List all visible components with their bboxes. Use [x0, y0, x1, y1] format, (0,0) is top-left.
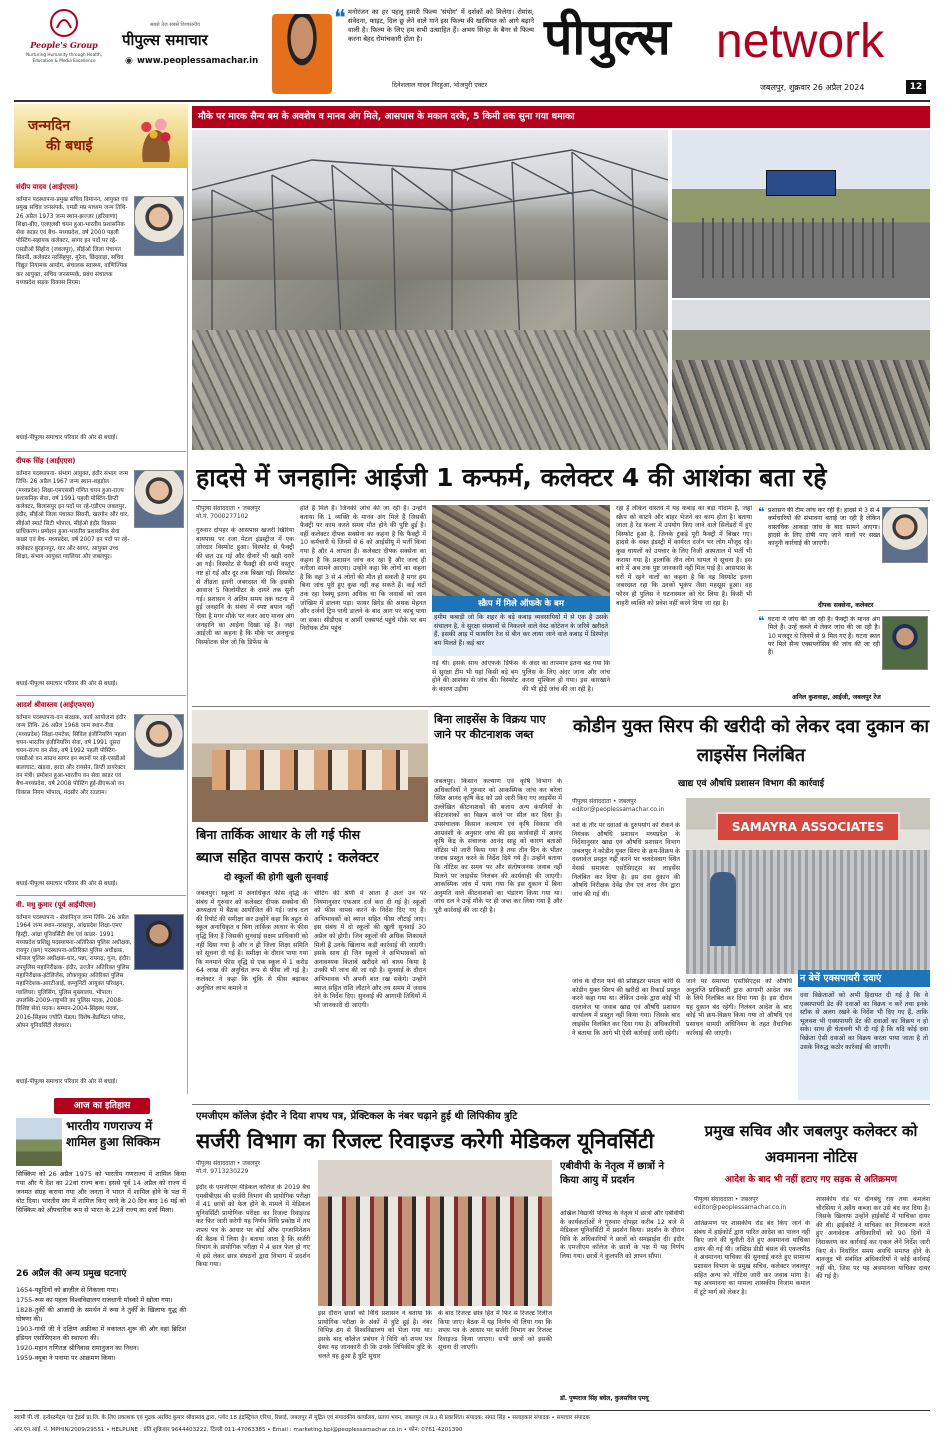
pesticide-body: जबलपुर। किसान कल्याण एवं कृषि विभाग के अधिकारियों ने गुरुवार को आकस्मिक जांच कर बरेला स्थित आनंद कृषि केंद्र को उसे जारी किए गए लाइसेंस में उल्लेखित कीटनाशकों की बजाय अन्य कंपनियों के कीटनाशकों का विक्रय करने पर सील कर दिया है। उपसंचालक किसान कल्याण एवं कृषि विकास रवि आम्रवंशी के अनुसार जांच की इस कार्यवाही में आनंद कृषि केंद्र के संचालक आनंद साहू को कारण बताओ नोटिस भी जारी किया गया है तथा तीन दिन के भीतर जवाब प्रस्तुत करने के निर्देश दिये गये हैं। उन्होंने बताया कि नोटिस का समय पर और संतोषजनक जवाब नहीं मिलने पर लाइसेंस निलंबन की कार्यवाही की जाएगी। आकस्मिक जांच में पाया गया कि इस दुकान में बिना अनुमति वाले कीटनाशकों का भंडारण किया गया था। जांच दल ने उन्हें मौके पर ही जब्त कर लिया गया है और पूरी कार्रवाई की जा रही है।	[434, 778, 562, 914]
film-quote-text: मनोरंजन का हर पहलू हमारी फिल्म 'संयोग' में दर्शकों को मिलेगा। रोमांस, संवेदना, फाइट, दिल छू लेने वाले गाने इस फिल्म की खासियत को आगे बढ़ाने वाली है। फिल्म के लिए हम सभी उत्साहित हैं। अभय सिन्हा के बैनर से फिल्म करना बेहद रोमांचकारी होता है।	[348, 8, 534, 43]
expiry-box-title: न बेचें एक्सपायरी दवाएं	[798, 970, 930, 987]
person-name: वी. मधु कुमार (पूर्व आईपीएस)	[16, 901, 97, 909]
flower-basket-icon	[132, 112, 180, 162]
birthday-person-4	[16, 900, 186, 1094]
collector-quote-text: प्रशासन की टीम जांच कर रही है। हादसे में 3 से 4 कर्मचारियों की संभावना बताई जा रही है लेकिन वास्तविक आकड़ा जांच के बाद सामने आएगा। हादसे के लिए दोषी पाए जाने वालों पर सख्त कानूनी कार्रवाई की जाएगी।	[768, 507, 880, 548]
website-link[interactable]: www.peoplessamachar.in	[137, 56, 259, 66]
byline-location: जबलपुर	[618, 798, 637, 805]
actor-photo	[272, 14, 332, 94]
abvp-box-text: अखिल विद्यार्थी परिषद के नेतृत्व में छात्रों और एबीवीपी के कार्यकर्ताओं ने गुरुवार दोपहर करीब 12 बजे से मेडिकल यूनिवर्सिटी में प्रदर्शन किया। प्रदर्शन के दौरान विवि के अधिकारियों ने छात्रों को समझाईश दी। इंदौर के एमजीएम कॉलेज के छात्रों के पक्ष में यह निर्णय लिया गया। छात्रों ने कुलपति को ज्ञापन सौंपा।	[560, 1210, 684, 1260]
history-events-list	[16, 1286, 186, 1424]
birthday-heading-top: जन्मदिन	[28, 118, 71, 134]
cough-column-3: जाने पर समायरा एसोसिएट्स को औषधि अनुज्ञप्ति प्राधिकारी द्वारा आगामी आदेश तक के लिये निलंबित कर दिया गया है। इस दौरान यह दुकान बंद रहेगी। निलंबन आदेश के बाद कोई भी क्रय-विक्रय किया गया तो औषधि एवं प्रसाधन सामग्री अधिनियम के तहत वैधानिक कार्रवाई की जाएगी।	[686, 978, 792, 1037]
history-image	[16, 1118, 62, 1166]
group-emblem-icon	[49, 8, 79, 38]
byline-mobile: मो.नं. 7000277102	[196, 513, 249, 520]
collector-photo	[882, 507, 928, 563]
quote-icon: ❝	[758, 505, 765, 519]
expiry-box-text: दवा विक्रेताओं को अभी हिदायत दी गई है कि वे एक्सपायरी डेट की दवाओं का विक्रय न करें तथा इनके स्टॉक से अलग रखने के निर्देश भी दिए गए हैं, ताकि भूलवश भी एक्सपायरी डेट की दवाओं का विक्रय न हो सके। साथ ही चेतावनी भी दी गई है कि यदि कोई दवा विक्रेता ऐसी दवाओं का विक्रय करता पाया जाता है तो उसके विरुद्ध कठोर कार्रवाई की जाएगी।	[798, 990, 930, 1100]
cough-headline: कोडीन युक्त सिरप की खरीदी को लेकर दवा दुकान का लाइसेंस निलंबित	[572, 716, 929, 766]
lead-column-4b: के अंदर का तापमान इतना बढ़ गया कि पुलिस के लिए अंदर जाना और जांच करना मुश्किल हो गया। इस कारखाने की भी होड़ें जांच की जा रही है।	[522, 660, 610, 693]
person-wish: बधाई-पीपुल्स समाचार परिवार की ओर से बधाई।	[16, 881, 118, 887]
inset-text: हमीम कबाड़ी जो कि शहर के बड़े कबाड़ व्यवसायियों में से एक है उसके संचालन है, वे सुरक्षा संस्थानों से निकलने वाले वेस्ट कोटेशन के जरिये खरीदते हैं, इसकी आड़ में फायरिंग रेंज से बीन कर लाया जाने वाले कबाड़ में डिस्पोज़ बम मिलते हैं। कई बार	[432, 612, 610, 656]
medical-column-2: इस दौरान छात्रों को विधि प्रशासन ने बताया कि प्रायोगिक परीक्षा के अंकों में त्रुटि हुई है। नंबर विभिन्न ढंग से विश्वविद्यालय को भेजा गया था। इसके बाद कॉलेज प्रबंधन ने विधि को शपथ पत्र देकर यह जानकारी दी कि उनके लिपिकीय त्रुटि के चलते यह हुआ है त्रुटि सुधार	[318, 1310, 432, 1360]
medical-byline: पीपुल्स संवाददाता • जबलपुर मो.नं. 9713230229	[196, 1160, 261, 1175]
factory-sign-photo	[672, 130, 930, 298]
contempt-headline: प्रमुख सचिव और जबलपुर कलेक्टर को अवमानना नोटिस	[704, 1122, 918, 1166]
quote-mark-icon: ❝	[334, 6, 346, 31]
history-body: सिक्किम को 26 अप्रैल 1975 को भारतीय गणराज्य में शामिल किया गया और ये देश का 22वां राज्य बना। इससे पूर्व 14 अप्रैल को राज्य में जनमत संग्रह कराया गया और जनता ने भारत में शामिल होने के पक्ष में वोट दिया। भारतीय संघ में शामिल किए जाने के 20 दिन बाद 16 मई को सिक्किम को औपचारिक रूप से भारत के 22वें राज्य का दर्जा मिला।	[16, 1170, 186, 1214]
birthday-person-1	[16, 182, 186, 452]
cough-column-2: जांच के दौरान फर्म की प्रोप्राइटर ममता कोरी से कोडीन युक्त सिरप की खरीदी का रिकार्ड प्रस्तुत करने कहा गया था। लेकिन उनके द्वारा कोई भी दस्तावेज या जवाब खाद्य एवं औषधि प्रशासन कार्यालय में प्रस्तुत नहीं किया गया। जिसके बाद लाइसेंस निलंबित कर दिया गया है। अधिकारियों ने बताया कि आगे भी ऐसी कार्रवाई जारी रहेगी।	[572, 978, 680, 1037]
brand-english: network	[716, 15, 885, 68]
fees-subhead: ब्याज सहित वापस कराएं : कलेक्टर	[196, 850, 379, 866]
cough-column-1: नशे के तौर पर दवाओं के दुरुपयोग को रोकने के नियंत्रक औषधि प्रशासन मध्यप्रदेश के निर्देशानुसार खाद्य एवं औषधि प्रशासन विभाग जबलपुर ने कोडीन युक्त सिरप के क्रय-विक्रय के दस्तावेज प्रस्तुत नहीं करने पर चलदेवबाग स्थित मेसर्स समायरा एसोसिएट्स का लाइसेंस निलंबित कर दिया है। इस दवा दुकान की औषधि निरीक्षक देवेंद्र जैन एवं शरद जैन द्वारा जांच की गई थी।	[572, 822, 680, 898]
medical-kicker: एमजीएम कॉलेज इंदौर ने दिया शपथ पत्र, प्रेक्टिकल के नंबर चढ़ाने हुई थी लिपिकीय त्रुटि	[196, 1111, 518, 1122]
byline-email[interactable]: editor@peoplessamachar.co.in	[572, 806, 665, 813]
lead-column-2: होते हैं मिले हैं। जिनकी जांच की जा रही है। उन्होंने बताया कि 1 व्यक्ति के मानव अंग मिले हैं जिसकी फैक्ट्री पर काम करते समय मौत होने की पुष्टि हुई है। वहीं कलेक्टर दीपक सक्सेना का कहना है कि फैक्ट्री में 10 कर्मचारी थे जिनमें से 6 को आईसीयू में भर्ती किया गया है और 4 लापता हैं। कलेक्टर दीपक सक्सेना का कहना है कि प्रशासन जांच कर रहा है और जल्द ही नतीजा सामने आएगा। उन्होंने कहा कि लोगों का कहना है कि वहां 3 से 4 लोगों की मौत हो सकती है मगर हम बिना जांच पूरी हुए कुछ नहीं कह सकते हैं। कई घंटों तक रहा रेस्क्यू इतना अधिक था कि जवाबों को जान जोखिम में डालना पड़ा। फायर ब्रिगेड की अथक मेहनत और दर्जनों ट्रिप पानी डालने के बाद आग पर काबू पाया जा सका। सीडीएस व आर्मी एक्सपर्ट पहुंचे मौके पर बम निरोधक टीम पहुंच	[300, 505, 426, 633]
medical-headline: सर्जरी विभाग का रिजल्ट रिवाइज्ड करेगी मेडिकल यूनिवर्सिटी	[196, 1129, 654, 1153]
shop-photo	[686, 798, 930, 974]
fees-headline: बिना तार्किक आधार के ली गई फीस	[196, 827, 361, 842]
lead-banner: मौके पर मारक सैन्य बम के अवशेष व मानव अंग मिले, आसपास के मकान दरके, 5 किमी तक सुना गया धमाका	[192, 106, 930, 128]
birthday-header	[14, 104, 188, 168]
rubble-photo	[672, 300, 930, 450]
section-rule-1	[192, 706, 930, 707]
ig-quote-author: अनिल कुशवाहा, आईजी, जबलपुर रेंज	[792, 694, 881, 701]
history-event: 1755-रूस का पहला विश्वविद्यालय राजधानी मॉस्को में खोला गया।	[16, 1296, 173, 1304]
page-number: 12	[906, 80, 926, 94]
fees-subhead-2: दो स्कूलों की होगी खुली सुनवाई	[224, 873, 329, 883]
person-photo	[134, 470, 184, 528]
peoples-group-logo	[26, 8, 102, 88]
ig-photo	[882, 616, 928, 670]
lead-headline: हादसे में जनहानिः आईजी 1 कन्फर्म, कलेक्टर 4 की आशंका बता रहे	[196, 463, 827, 492]
history-event: 1828-तुर्की की आजादी के समर्थन में रूस ने तुर्की के खिलाफ युद्ध की घोषणा की।	[16, 1306, 186, 1323]
byline-name: पीपुल्स संवाददाता	[572, 798, 611, 805]
students-photo	[318, 1160, 552, 1306]
person-wish: बधाई-पीपुल्स समाचार परिवार की ओर से बधाई।	[16, 681, 118, 687]
history-event: 1920-महान गणितज्ञ श्रीनिवास रामानुजन का निधन।	[16, 1344, 139, 1352]
person-details: वर्तमान पदस्थापना- संभाग आयुक्त, इंदौर संभाग जन्म तिथि- 26 अप्रैल 1967 जन्म स्थान-शहडोल (मध्यप्रदेश) शिक्षा-एमएससी गणित चयन हुआ-राज्य प्रशासनिक सेवा, वर्ष 1991 पहली पोस्टिंग-डिप्टी कलेक्टर, बिलासपुर इन पदों पर रहे-एडीएम जबलपुर, इंदौर, सीईओ जिला पंचायत सिवनी, खरगोन और धार, सीईओ स्मार्ट सिटी भोपाल, सीईओ इंदौर विकास प्राधिकरण। प्रमोशन हुआ-भारतीय प्रशासनिक सेवा काडर एवं बैच- मध्यप्रदेश, वर्ष 2007 इन पदों पर रहे-कलेक्टर बुरहानपुर, धार और सागर, आयुक्त उच्च शिक्षा, संभाग आयुक्त ग्वालियर और जबलपुर।	[16, 471, 130, 560]
person-wish: बधाई-पीपुल्स समाचार परिवार की ओर से बधाई।	[16, 1079, 118, 1085]
section-rule-2	[192, 1104, 930, 1105]
lead-column-3b: गई थी। इसके साथ ओएफके डिफेंस से सुरक्षा टीम भी यहां किसी बड़े बम होने की आशंका से जांच की। विस्फोट के कारण उड़ीया	[432, 660, 518, 693]
masthead	[0, 0, 945, 102]
contempt-column-2: शासकीय रोड पर दीनबंधु राय तथा कमलेश चौरसिया ने अवैध कब्जा कर उसे बंद कर दिया है। जिसके खिलाफ उन्होंने हाईकोर्ट में याचिका दायर की थी। हाईकोर्ट ने याचिका का निराकरण करते हुए अनावेदक अधिकारियों को 90 दिनों में निराकरण कर कार्रवाई कर एकल लेने निर्देश जारी किए थे। निर्धारित समय अवधि समाप्त होने के बावजूद भी संबंधित अधिकारियों ने कोई कार्रवाई नहीं की, जिस पर यह अवमानना याचिका दायर की गई है।	[816, 1196, 930, 1281]
group-tagline: Nurturing Humanity through Health, Education & Media Excellence	[26, 52, 102, 63]
byline-name: पीपुल्स संवाददाता	[196, 1160, 235, 1167]
shop-sign	[716, 812, 900, 842]
medical-column-3: के बाद रिजल्ट छात्र हित में फिर से रिजल्ट रिलीज किया जाए। बैठक में यह निर्णय भी लिया गया कि शपथ पत्र के आधार पर सर्जरी विभाग का रिजल्ट रिवाइज्ड किया जाएगा। सभी छात्रों को इसकी सूचना दी जाएगी।	[438, 1310, 552, 1352]
film-quote-author: दिनेशलाल यादव निरहुआ, भोजपुरी एक्टर	[392, 81, 488, 89]
fees-column-2: चीटिंग की श्रेणी में आता है अतः उन पर नियमानुसार एफआर दर्ज करा दी गई है। स्कूलों को फीस वापस करने के निर्देश दिए गए हैं। अभिभावकों को ब्याज सहित फीस लौटाई जाए। इस संबंध में दो स्कूलों की खुली सुनवाई 30 अप्रैल को होगी। जिन स्कूलों की अधिक शिकायतें मिली हैं उनके खिलाफ कड़ी कार्रवाई की जाएगी। इसके साथ ही जिन स्कूलों ने अभिभावकों को अनावश्यक किताबें खरीदने को बाध्य किया है उनकी भी जांच की जा रही है। सुनवाई के दौरान अभिभावक भी अपनी बात रख सकेंगे। उन्होंने ब्याज सहित राशि लौटाने और तय समय में जवाब देने के निर्देश दिए। सुनवाई की आगामी तिथियों में भी जानकारी दी जाएगी।	[314, 890, 426, 1009]
ig-quote-text: घटना में जांच की जा रही है। फैक्ट्री के मानव अंग मिले हैं। उन्हें कब्जे में लेकर जांच की जा रही है। 10 मजदूर थे जिनमें से 9 मिल गए हैं। घटना स्थल पर मिले सैन्य एक्सप्लोसिव की जांच की जा रही है।	[768, 616, 880, 657]
history-header: आज का इतिहास	[54, 1098, 150, 1114]
byline-location: जबलपुर	[242, 1160, 261, 1167]
birthday-person-3	[16, 700, 186, 896]
shop-sign-text: SAMAYRA ASSOCIATES	[731, 820, 885, 834]
byline-email[interactable]: editor@peoplessamachar.co.in	[694, 1204, 787, 1211]
collector-quote	[758, 505, 930, 611]
birthday-person-2	[16, 456, 186, 696]
history-events-heading: 26 अप्रैल की अन्य प्रमुख घटनाएं	[16, 1269, 127, 1279]
person-name: आदर्श श्रीवास्तव (आईएफएस)	[16, 701, 95, 709]
person-photo	[134, 914, 184, 970]
person-photo	[134, 714, 184, 770]
samachar-small-line: सबसे तेज़ सबसे विश्वसनीय	[150, 22, 200, 28]
byline-mobile: मो.नं. 9713230229	[196, 1168, 249, 1175]
brand-hindi: पीपुल्स	[544, 8, 671, 66]
lead-headline-rule	[192, 500, 930, 501]
lead-column-5: रहा है लेकिन वास्तव में यह कबाड़ का बड़ा गोदाम है, जहां स्क्रैप को काटने और बाहर भेजने का काम होता है। बताया जाता है रेड कलर में उपयोग किए जाने वाले सिलेंडरों में हुए विस्फोट हुआ है, जिनके टुकड़े पूरी फैक्ट्री में बिखर गए। हादसे के वक्त इंडस्ट्री में कार्यरत दर्जन भर लोग मौजूद रहे। कुछ घायलों को उपचार के लिए निजी अस्पताल में भर्ती भी कराया गया है। हालांकि तीन लोग घायल थे सूचना है। इस बारे में अब तक पुष्ट जानकारी नहीं मिल पाई है। आसपास के घरों में रहने वालों का कहना है कि वह विस्फोट इतना जबरदस्त रहा कि उनको भूकंप जैसा महसूस हुआ। वह फौरन ही पुलिस ने घटनास्थल को घेर लिया है। किसी भी बाहरी व्यक्ति को प्रवेश नहीं करने दिया जा रहा है।	[616, 505, 752, 607]
quote-icon: ❝	[758, 614, 765, 628]
pesticide-headline: बिना लाइसेंस के विक्रय पाए जाने पर कीटनाशक जब्त	[434, 713, 546, 741]
fees-meeting-photo	[192, 710, 428, 822]
person-wish: बधाई-पीपुल्स समाचार परिवार की ओर से बधाई।	[16, 435, 118, 441]
person-details: वर्तमान पदस्थापना-प्रमुख सचिव विमानन, आयुक्त एवं प्रमुख सचिव जनसंपर्क, एमडी मप्र माध्यम जन्म तिथि- 26 अप्रैल 1973 जन्म स्थान-झज्जर (हरियाणा) शिक्षा-बीए, एलएलबी चयन हुआ-भारतीय प्रशासनिक सेवा काडर एवं बैच- मध्यप्रदेश, वर्ष 2000 पहली पोस्टिंग-सहायक कलेक्टर, सागर इन पदों पर रहे-एसडीओ सिहोरा (जबलपुर), सीईओ जिला पंचायत सिवनी, कलेक्टर नरसिंहपुर, मुरैना, छिंदवाड़ा, सचिव विद्युत नियामक आयोग, संचालक स्वास्थ्य, वाणिज्यिक कर आयुक्त, सचिव जनसम्पर्क, प्रबंध संचालक मध्यप्रदेश सड़क विकास निगम।	[16, 197, 128, 286]
footer-rule	[14, 1410, 930, 1411]
contempt-column-1: अतिक्रमण पर शासकीय रोड बंद किए जाने के संबंध में हाईकोर्ट द्वारा पारित आदेश का पालन नहीं किए जाने की चुनौती देते हुए अवमानना याचिका दायर की गई थी। जस्टिस डीडी बंसल की एकलपीठ ने अवमानना याचिका की सुनवाई करते हुए सामान्य प्रशासन विभाग के प्रमुख सचिव, कलेक्टर जबलपुर सहित अन्य को नोटिस जारी कर जवाब मांगा है। यह अवमानना का मामला शासकीय निजाम कमाल में टूटे मार्ग को लेकर है।	[694, 1220, 810, 1296]
globe-icon: ◉	[125, 56, 133, 66]
cough-subhead: खाद्य एवं औषधि प्रशासन विभाग की कार्रवाई	[677, 779, 825, 789]
cough-byline: पीपुल्स संवाददाता • जबलपुर editor@peoplessamachar.co.in	[572, 798, 665, 813]
blast-main-photo	[192, 130, 668, 450]
byline-location: जबलपुर	[242, 505, 261, 512]
factory-sign	[766, 170, 836, 196]
collector-quote-author: दीपक सक्सेना, कलेक्टर	[818, 602, 874, 609]
contempt-byline: पीपुल्स संवाददाता • जबलपुर editor@peoplessamachar.co.in	[694, 1196, 787, 1211]
lead-column-1: गुरुवार दोपहर के आसपास खजरी खिरिया बायपास पर रजा मेटल इंडस्ट्रीज में एक जोरदार विस्फोट हुआ। विस्फोट से फैक्ट्री की छत उड़ गई और दीवारें भी खड़ी दरारें आ गईं। विस्फोट से फैक्ट्री की सभी वस्तुएं नष्ट हो गईं और दूर तक बिखर गईं। विस्फोट से तीव्रता इतनी जबरदस्त थी कि इसकी आवाज 5 किलोमीटर के दायरे तक सुनी गई। प्रशासन ने अतिम समय तक घटना में हुई जनहानि के संबंध में स्पष्ट बयान नहीं दिया है मगर मौके पर नजर आए मानव अंग जनहानि का आईना दिखा रहे हैं। जहां आईजी का कहना है कि मौके पर अनचुन्ड विस्फोटक सेल जो कि डिफेंस के	[196, 527, 294, 646]
masthead-divider	[14, 100, 930, 102]
lead-byline: पीपुल्स संवाददाता • जबलपुर मो.नं. 7000277102	[196, 505, 261, 520]
byline-name: पीपुल्स संवाददाता	[694, 1196, 733, 1203]
byline-name: पीपुल्स संवाददाता	[196, 505, 235, 512]
birthday-heading-bottom: की बधाई	[46, 138, 93, 154]
scrap-bomb-photo	[432, 505, 610, 600]
person-details: वर्तमान पदस्थापना - सेवानिवृत्त जन्म तिथि- 26 अप्रैल 1964 जन्म स्थान-नरसापुर, आंध्रप्रदेश शिक्षा-एमए हिस्ट्री, आंध्रा यूनिवर्सिटी बैच एवं काडर- 1991 मध्यप्रदेश प्रशिक्षु पदस्थापना-अतिरिक्त पुलिस अधीक्षक, रायपुर (छग) पदस्थापना-अतिरिक्त पुलिस अधीक्षक, भोपाल पुलिस अधीक्षक-धार, पन्ना, रायगढ़, गुना, इंदौर। उपपुलिस महानिरीक्षक- इंदौर, उज्जैन अतिरिक्त पुलिस महानिरीक्षक-इंटेलिजेंस, लोकायुक्त अतिरिक्त पुलिस महानिदेशक-आरटीआई, कम्युनिटी आयुक्त परिवहन, ग्वालियर। पुलिसिंग, पुलिस मुख्यालय, भोपाल। उपलब्धि-2009-राष्ट्रपति का पुलिस पदक, 2008-विशिष्ट सेवा पदक। सम्मान-2004-सिंहस्थ पदक, 2016-सिंहस्थ ज्योति मेडल। विशेष-बैडमिंटन प्लेयर, ओपन यूनिवर्सिटी लेक्चरर।	[16, 915, 132, 1029]
inset-caption: स्क्रैप में मिले ऑफके के बम	[432, 596, 610, 612]
person-name: संदीप यादव (आईएएस)	[16, 183, 79, 191]
medical-column-1: इंदौर के एमजीएम मेडिकल कॉलेज के 2019 बैच एमबीबीएस की सर्जरी विभाग की प्रायोगिक परीक्षा में 41 छात्रों को फेल होने के मामले में मेडिकल यूनिवर्सिटी प्रायोगिक परीक्षा का रिजल्ट रिवाइज्ड कर फिर जारी करेगी यह निर्णय विधि प्रकोष्ठ में तय शपथ पत्र के आधार पर बोर्ड ऑफ एग्जामिनेशन की बैठक में लिया है। बताया जाता है कि सर्जरी विभाग के प्रायोगिक परीक्षा में 4 छात्र फेल हो गए थे इसे लेकर छात्र संघठनों द्वारा विभाग में प्रदर्शन किया गया।	[196, 1184, 310, 1269]
person-details: वर्तमान पदस्थापना-वन संरक्षक, कार्य आयोजना इंदौर जन्म तिथि- 26 अप्रैल 1968 जन्म स्थान-रीवा (मध्यप्रदेश) शिक्षा-एमटेक, सिविल इंजीनियरिंग पहला चयन-भारतीय इंजीनियरिंग सेवा, वर्ष 1991 दूसरा चयन-राज्य वन सेवा, वर्ष 1992 पहली पोस्टिंग-एसडीओ वन साउथ सागर इन स्थानों पर रहे-एसडीओ बालाघाट, खंडवा, हरदा और रायसेन, डिप्टी डायरेक्टर वन मंत्री। प्रमोशन हुआ-भारतीय वन सेवा काडर एवं बैच-मध्यप्रदेश, वर्ष 2008 पोस्टिंग हुई-डीएफओ वन विकास निगम भोपाल, मंदसौर और रतलाम।	[16, 715, 127, 796]
footer-line-1: स्वामी पी.जी. इन्वेस्टमेंट्स एंड ट्रेडर्स प्रा.लि. के लिए प्रकाशक एवं मुद्रक अरविंद कुमार श्रीवास्तव द्वारा, प्लॉट 18 इंडस्ट्रियल एरिया, रिछाई, जबलपुर से मुद्रित एवं संपादकीय कार्यालय, प्रताप भवन, जबलपुर (म.प्र.) से प्रकाशित। संपादक: संपत सिंह • सलाहकार संपादक • समाचार संपादक	[14, 1415, 590, 1421]
footer-line-2: आर.एन.आई. नं. MPHIN/2009/29551 • HELPLINE : प्रति शुक्रिवार 9644403222, दिल्ली 011-47063385 • Email : marketing.bpl@peoplessamachar.co.in • फोन: 0761-4201390	[14, 1427, 463, 1433]
history-event: 1903-गांधी जी ने दक्षिण अफ्रीका में वकालत शुरू की और वहां ब्रिटिश इंडियन एसोसिएशन की स्थापना की।	[16, 1325, 186, 1342]
history-event: 1959-क्यूबा ने पनामा पर आक्रमण किया।	[16, 1354, 116, 1362]
person-photo	[134, 196, 184, 256]
person-name: दीपक सिंह (आईएएस)	[16, 457, 76, 465]
history-headline: भारतीय गणराज्य में शामिल हुआ सिक्किम	[66, 1119, 160, 1149]
group-logo-text: People's Group	[30, 40, 98, 50]
abvp-box-title: एबीवीपी के नेतृत्व में छात्रों ने किया आयु में प्रदर्शन	[560, 1161, 665, 1186]
history-event: 1654-यहूदियों को ब्राज़ील से निकाला गया।	[16, 1286, 119, 1294]
byline-location: जबलपुर	[740, 1196, 759, 1203]
samachar-title: पीपुल्स समाचार	[122, 31, 208, 49]
dateline: जबलपुर, शुक्रवार 26 अप्रैल 2024	[760, 83, 865, 92]
abvp-box-author: डॉ. पुष्पराज सिंह बघेल, कुलसचिव एमयू	[560, 1395, 649, 1402]
contempt-subhead: आदेश के बाद भी नहीं हटाए गए सड़क से अतिक्रमण	[725, 1175, 897, 1185]
birthday-column	[14, 104, 188, 1094]
history-section	[14, 1096, 188, 1426]
ig-quote	[758, 614, 930, 702]
fees-column-1: जबलपुर। स्कूलों में अनाधिकृत फीस वृद्धि के संबंध में गुरुवार को कलेक्टर दीपक सक्सेना की अध्यक्षता में बैठक आयोजित की गई। जांच दल की रिपोर्ट की समीक्षा कर उन्होंने कहा कि बहुत से स्कूल अनाधिकृत व बिना तार्किक आधार के फीस वृद्धि किए हैं जिसकी सुनवाई सक्षम प्राधिकारी को नहीं दिया गया है और न ही जिला शिक्षा समिति को सूचना दी गई है। समीक्षा के दौरान पाया गया कि मनमाने फीस वृद्धि से एक स्कूल में 1 करोड़ 64 लाख की अनुचित रूप से फीस ली गई है। कलेक्टर ने कहा कि चूंकि से फीस बढ़ाकर अनुचित लाभ कमाने व	[196, 890, 308, 992]
